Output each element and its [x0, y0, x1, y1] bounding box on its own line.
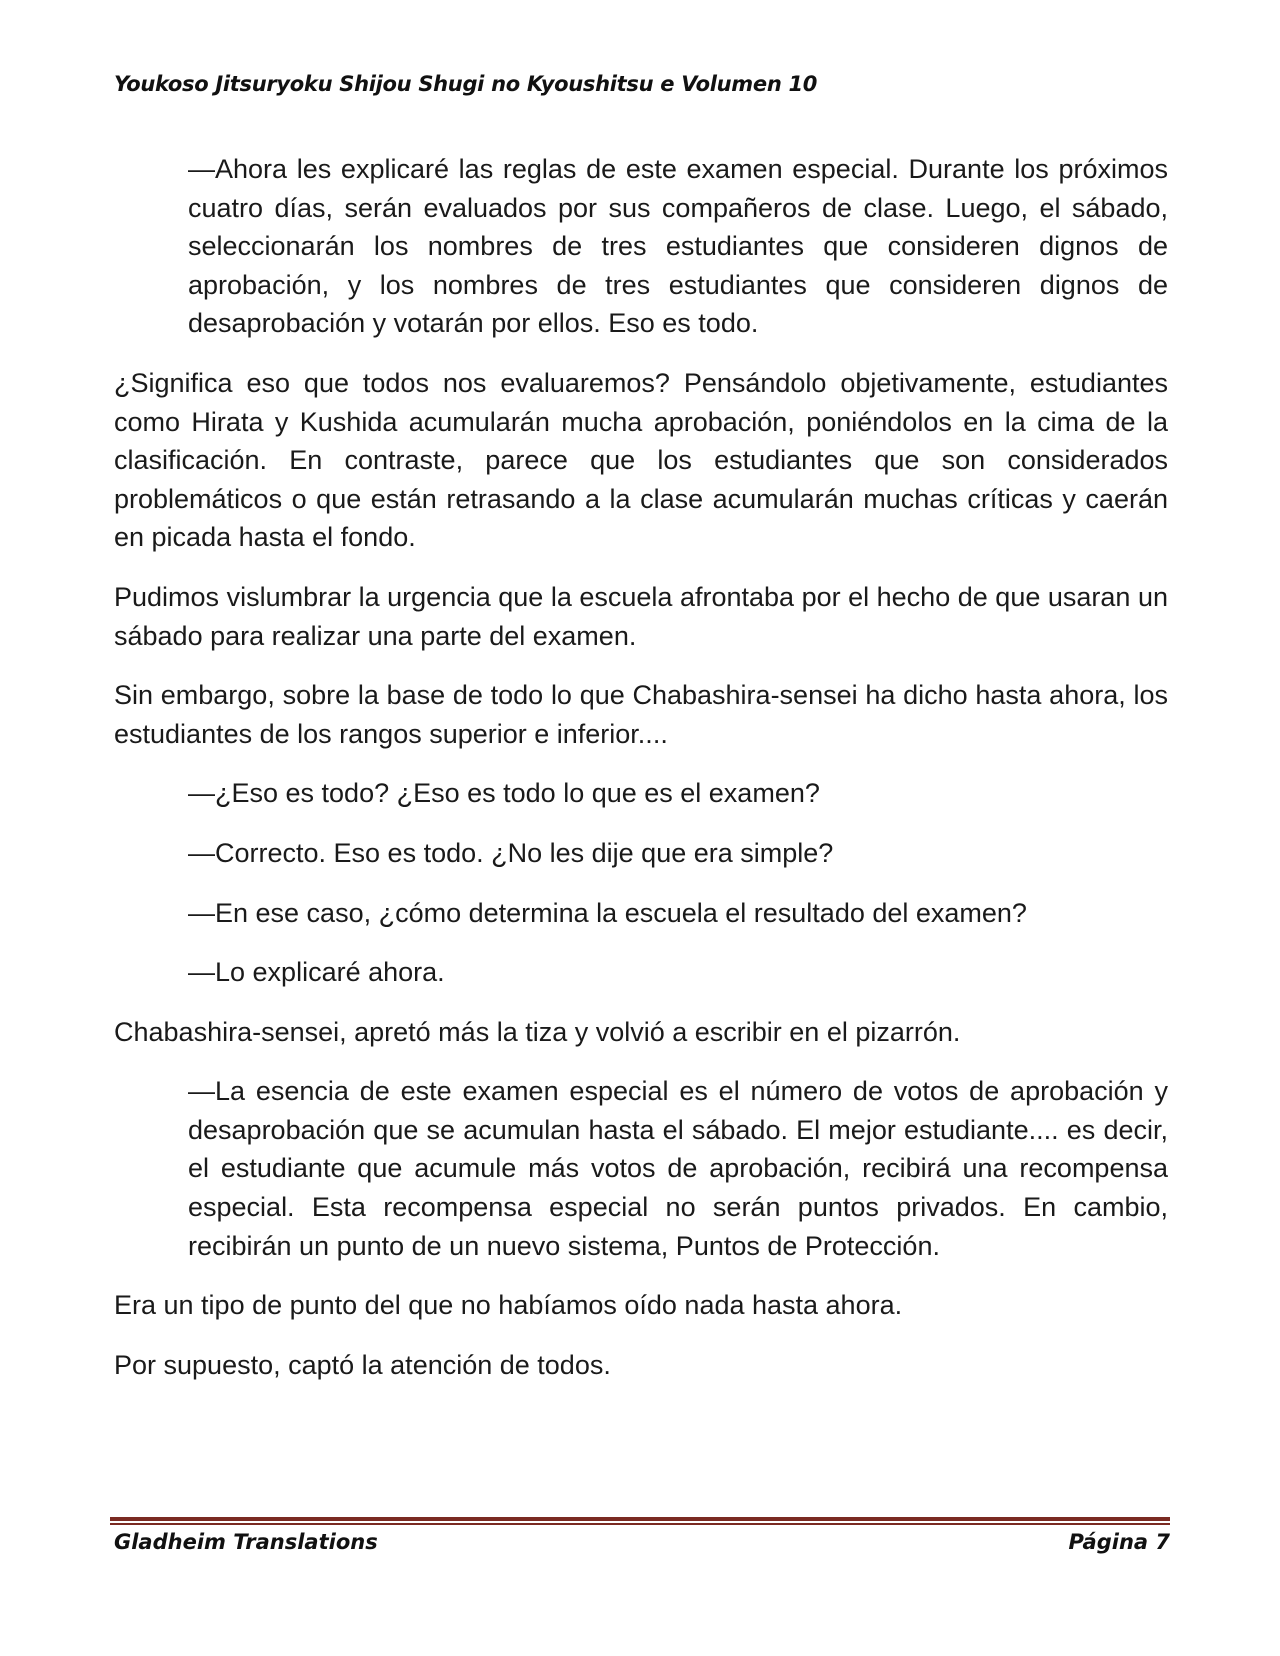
paragraph-dialogue: —¿Eso es todo? ¿Eso es todo lo que es el examen?: [188, 778, 820, 809]
paragraph-dialogue: —Ahora les explicaré las reglas de este examen especial. Durante los próximos cuatro días, serán evaluados por sus compañeros de clase. Luego, el sábado, seleccionarán los nombres de tres estudiantes que consideren dignos de aprobación, y los nombres de tres estudiantes que consideren dignos de desaprobación y votarán por ellos. Eso es todo.: [188, 154, 1168, 339]
paragraph: Sin embargo, sobre la base de todo lo que Chabashira-sensei ha dicho hasta ahora, los estudiantes de los rangos superior e inferior....: [114, 680, 1168, 749]
paragraph: Pudimos vislumbrar la urgencia que la escuela afrontaba por el hecho de que usaran un sábado para realizar una parte del examen.: [114, 581, 1168, 651]
paragraph: Por supuesto, captó la atención de todos.: [114, 1349, 611, 1380]
paragraph: Chabashira-sensei, apretó más la tiza y volvió a escribir en el pizarrón.: [114, 1016, 961, 1047]
footer-credit: Gladheim Translations: [114, 1530, 378, 1554]
paragraph-dialogue: —Correcto. Eso es todo. ¿No les dije que era simple?: [188, 837, 834, 868]
page-number: Página 7: [1068, 1530, 1170, 1554]
paragraph-dialogue: —La esencia de este examen especial es el número de votos de aprobación y desaprobación que se acumulan hasta el sábado. El mejor estudiante.... es decir, el estudiante que acumule más votos de aprobación, recibirá una recompensa especial. Esta recompensa especial no serán puntos privados. En cambio, recibirán un punto de un nuevo sistema, Puntos de Protección.: [188, 1076, 1168, 1261]
footer-divider-thick: [110, 1517, 1170, 1521]
paragraph: Era un tipo de punto del que no habíamos oído nada hasta ahora.: [114, 1290, 903, 1321]
paragraph-dialogue: —En ese caso, ¿cómo determina la escuela el resultado del examen?: [188, 897, 1027, 928]
paragraph: ¿Significa eso que todos nos evaluaremos? Pensándolo objetivamente, estudiantes como Hirata y Kushida acumularán mucha aprobación, poniéndolos en la cima de la clasificación. En contraste, parece que los estudiantes que son considerados problemáticos o que están retrasando a la clase acumularán muchas críticas y caerán en picada hasta el fondo.: [114, 367, 1168, 553]
body-text: [114, 150, 1168, 1405]
footer-divider-thin: [110, 1523, 1170, 1525]
footer-divider: [110, 1517, 1170, 1526]
paragraph-dialogue: —Lo explicaré ahora.: [188, 957, 445, 988]
running-header: Youkoso Jitsuryoku Shijou Shugi no Kyoushitsu e Volumen 10: [114, 72, 818, 96]
